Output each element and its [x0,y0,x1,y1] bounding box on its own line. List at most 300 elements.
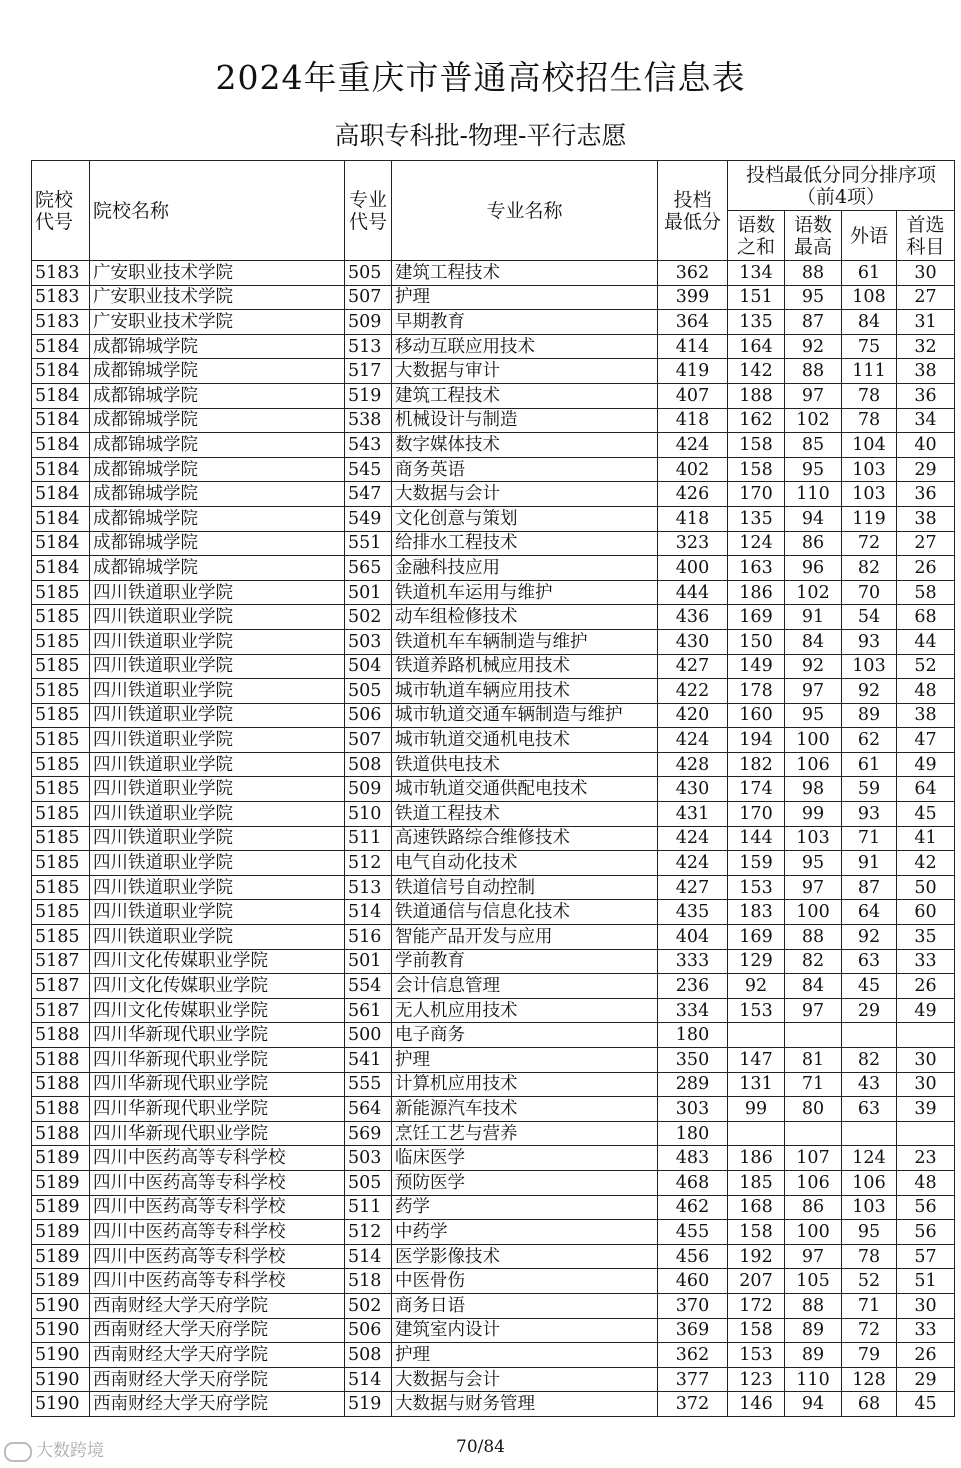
table-row [32,703,955,728]
major-code-cell: 509 [345,777,392,802]
table-row [32,1146,955,1171]
major-code-cell: 500 [345,1023,392,1048]
first-subject-cell: 38 [897,703,955,728]
chi-math-max-cell: 80 [785,1097,842,1122]
major-name-cell: 无人机应用技术 [392,998,658,1023]
major-code-cell: 543 [345,433,392,458]
chi-math-max-cell: 100 [785,1220,842,1245]
chi-math-max-cell: 91 [785,605,842,630]
foreign-cell: 106 [842,1170,897,1195]
major-name-cell: 机械设计与制造 [392,408,658,433]
foreign-cell: 72 [842,1318,897,1343]
school-code-cell: 5188 [32,1072,90,1097]
first-subject-cell: 50 [897,875,955,900]
min-score-cell: 419 [658,359,728,384]
foreign-cell: 61 [842,261,897,286]
school-code-cell: 5187 [32,974,90,999]
min-score-cell: 427 [658,654,728,679]
school-name-cell: 成都锦城学院 [90,482,345,507]
school-name-cell: 四川铁道职业学院 [90,851,345,876]
chi-math-sum-cell [728,1121,785,1146]
chi-math-max-cell: 97 [785,679,842,704]
min-score-cell: 462 [658,1195,728,1220]
school-code-cell: 5190 [32,1343,90,1368]
min-score-cell: 427 [658,875,728,900]
major-name-cell: 移动互联应用技术 [392,334,658,359]
chi-math-max-cell: 96 [785,556,842,581]
major-code-cell: 509 [345,310,392,335]
foreign-cell: 91 [842,851,897,876]
table-row [32,998,955,1023]
school-name-cell: 四川铁道职业学院 [90,605,345,630]
school-name-cell: 西南财经大学天府学院 [90,1318,345,1343]
school-code-cell: 5185 [32,703,90,728]
school-name-cell: 成都锦城学院 [90,457,345,482]
first-subject-cell: 30 [897,261,955,286]
major-name-cell: 电子商务 [392,1023,658,1048]
school-code-cell: 5188 [32,1097,90,1122]
chi-math-max-cell: 95 [785,703,842,728]
school-name-cell: 四川中医药高等专科学校 [90,1170,345,1195]
chi-math-max-cell: 99 [785,802,842,827]
major-name-cell: 建筑室内设计 [392,1318,658,1343]
major-name-cell: 商务日语 [392,1293,658,1318]
first-subject-cell: 27 [897,531,955,556]
chi-math-max-cell: 100 [785,900,842,925]
table-row [32,482,955,507]
major-name-cell: 智能产品开发与应用 [392,925,658,950]
school-code-cell: 5184 [32,433,90,458]
min-score-cell: 424 [658,433,728,458]
school-code-cell: 5189 [32,1146,90,1171]
major-code-cell: 541 [345,1048,392,1073]
first-subject-cell: 30 [897,1293,955,1318]
chi-math-sum-cell: 182 [728,752,785,777]
major-name-cell: 护理 [392,1048,658,1073]
min-score-cell: 362 [658,1343,728,1368]
school-code-cell: 5185 [32,802,90,827]
table-row [32,408,955,433]
chi-math-sum-cell: 169 [728,605,785,630]
school-code-cell: 5184 [32,457,90,482]
major-code-cell: 555 [345,1072,392,1097]
major-code-cell: 549 [345,506,392,531]
min-score-cell: 436 [658,605,728,630]
foreign-cell: 103 [842,482,897,507]
chi-math-max-cell: 92 [785,334,842,359]
chi-math-max-cell: 89 [785,1343,842,1368]
first-subject-cell: 35 [897,925,955,950]
major-name-cell: 铁道养路机械应用技术 [392,654,658,679]
first-subject-cell: 45 [897,1392,955,1417]
header-min-score-line2: 最低分 [663,210,721,233]
major-code-cell: 510 [345,802,392,827]
school-name-cell: 四川文化传媒职业学院 [90,998,345,1023]
first-subject-cell: 64 [897,777,955,802]
table-row [32,1293,955,1318]
first-subject-cell: 34 [897,408,955,433]
major-code-cell: 505 [345,679,392,704]
min-score-cell: 372 [658,1392,728,1417]
foreign-cell: 43 [842,1072,897,1097]
min-score-cell: 407 [658,383,728,408]
first-subject-cell: 40 [897,433,955,458]
first-subject-cell: 42 [897,851,955,876]
school-name-cell: 四川中医药高等专科学校 [90,1220,345,1245]
foreign-cell: 79 [842,1343,897,1368]
major-name-cell: 新能源汽车技术 [392,1097,658,1122]
major-name-cell: 高速铁路综合维修技术 [392,826,658,851]
school-name-cell: 成都锦城学院 [90,383,345,408]
min-score-cell: 420 [658,703,728,728]
major-name-cell: 学前教育 [392,949,658,974]
min-score-cell: 414 [658,334,728,359]
school-code-cell: 5189 [32,1269,90,1294]
header-first-subject-line2: 科目 [906,235,945,258]
table-row [32,875,955,900]
chi-math-sum-cell: 160 [728,703,785,728]
chi-math-sum-cell: 124 [728,531,785,556]
chi-math-sum-cell: 188 [728,383,785,408]
chi-math-sum-cell: 144 [728,826,785,851]
table-row [32,777,955,802]
school-name-cell: 西南财经大学天府学院 [90,1392,345,1417]
chi-math-max-cell: 92 [785,654,842,679]
min-score-cell: 400 [658,556,728,581]
chi-math-sum-cell: 135 [728,310,785,335]
header-min-score [658,161,728,261]
first-subject-cell: 45 [897,802,955,827]
foreign-cell: 84 [842,310,897,335]
table-row [32,949,955,974]
min-score-cell: 236 [658,974,728,999]
chi-math-sum-cell: 153 [728,875,785,900]
chi-math-max-cell: 107 [785,1146,842,1171]
chi-math-max-cell [785,1023,842,1048]
major-name-cell: 城市轨道车辆应用技术 [392,679,658,704]
school-name-cell: 四川铁道职业学院 [90,752,345,777]
chi-math-max-cell: 88 [785,261,842,286]
table-row [32,531,955,556]
school-name-cell: 四川文化传媒职业学院 [90,949,345,974]
header-first-subject [897,211,955,261]
first-subject-cell: 33 [897,949,955,974]
school-name-cell: 四川铁道职业学院 [90,580,345,605]
first-subject-cell: 30 [897,1048,955,1073]
header-tiebreak-line2: （前4项） [796,185,886,208]
watermark-text: 大数跨境 [36,1441,104,1460]
school-code-cell: 5185 [32,654,90,679]
chi-math-max-cell: 87 [785,310,842,335]
min-score-cell: 402 [658,457,728,482]
school-code-cell: 5185 [32,925,90,950]
min-score-cell: 430 [658,629,728,654]
chi-math-max-cell: 102 [785,580,842,605]
foreign-cell: 92 [842,679,897,704]
chi-math-sum-cell: 153 [728,998,785,1023]
table-row [32,1170,955,1195]
school-name-cell: 成都锦城学院 [90,408,345,433]
school-code-cell: 5185 [32,777,90,802]
first-subject-cell: 48 [897,679,955,704]
major-code-cell: 514 [345,900,392,925]
major-code-cell: 517 [345,359,392,384]
school-name-cell: 广安职业技术学院 [90,261,345,286]
chi-math-sum-cell: 150 [728,629,785,654]
school-name-cell: 成都锦城学院 [90,334,345,359]
chi-math-max-cell: 100 [785,728,842,753]
first-subject-cell: 26 [897,1343,955,1368]
first-subject-cell: 56 [897,1195,955,1220]
major-code-cell: 561 [345,998,392,1023]
major-name-cell: 金融科技应用 [392,556,658,581]
table-row [32,728,955,753]
school-code-cell: 5184 [32,383,90,408]
foreign-cell: 108 [842,285,897,310]
major-code-cell: 516 [345,925,392,950]
chi-math-max-cell: 82 [785,949,842,974]
chi-math-sum-cell: 134 [728,261,785,286]
page-number: 70/84 [456,1437,505,1457]
min-score-cell: 350 [658,1048,728,1073]
chi-math-max-cell: 94 [785,506,842,531]
major-code-cell: 513 [345,875,392,900]
chi-math-max-cell: 97 [785,383,842,408]
school-code-cell: 5184 [32,408,90,433]
school-code-cell: 5185 [32,826,90,851]
header-major-name: 专业名称 [392,161,658,261]
table-row [32,433,955,458]
school-name-cell: 四川铁道职业学院 [90,875,345,900]
major-code-cell: 511 [345,1195,392,1220]
major-name-cell: 电气自动化技术 [392,851,658,876]
chi-math-sum-cell: 194 [728,728,785,753]
chi-math-max-cell: 110 [785,482,842,507]
table-row [32,383,955,408]
chi-math-sum-cell: 99 [728,1097,785,1122]
school-code-cell: 5190 [32,1367,90,1392]
school-code-cell: 5183 [32,310,90,335]
school-name-cell: 四川中医药高等专科学校 [90,1244,345,1269]
foreign-cell: 82 [842,1048,897,1073]
chi-math-max-cell: 85 [785,433,842,458]
foreign-cell: 93 [842,629,897,654]
header-chi-math-max [785,211,842,261]
header-chi-math-sum-line2: 之和 [736,235,775,258]
table-header [32,161,955,261]
major-code-cell: 508 [345,1343,392,1368]
foreign-cell: 29 [842,998,897,1023]
header-chi-math-sum-line1: 语数 [736,213,775,236]
major-name-cell: 早期教育 [392,310,658,335]
min-score-cell: 430 [658,777,728,802]
school-code-cell: 5184 [32,334,90,359]
foreign-cell: 89 [842,703,897,728]
header-foreign: 外语 [842,211,897,261]
first-subject-cell: 29 [897,1367,955,1392]
chi-math-sum-cell: 186 [728,580,785,605]
table-row [32,285,955,310]
school-code-cell: 5184 [32,482,90,507]
foreign-cell: 95 [842,1220,897,1245]
major-name-cell: 大数据与会计 [392,482,658,507]
min-score-cell: 424 [658,728,728,753]
admissions-table [31,160,955,1417]
major-name-cell: 护理 [392,285,658,310]
major-name-cell: 计算机应用技术 [392,1072,658,1097]
table-row [32,1244,955,1269]
major-code-cell: 502 [345,605,392,630]
table-row [32,752,955,777]
table-row [32,900,955,925]
table-row [32,1269,955,1294]
header-tiebreak-line1: 投档最低分同分排序项 [746,163,937,186]
major-code-cell: 503 [345,1146,392,1171]
chi-math-max-cell: 97 [785,875,842,900]
foreign-cell: 59 [842,777,897,802]
chi-math-sum-cell: 162 [728,408,785,433]
chi-math-sum-cell: 92 [728,974,785,999]
chi-math-max-cell: 106 [785,752,842,777]
major-code-cell: 506 [345,1318,392,1343]
school-code-cell: 5184 [32,359,90,384]
foreign-cell: 61 [842,752,897,777]
foreign-cell: 111 [842,359,897,384]
school-code-cell: 5189 [32,1244,90,1269]
school-name-cell: 四川华新现代职业学院 [90,1048,345,1073]
major-code-cell: 502 [345,1293,392,1318]
table-row [32,1392,955,1417]
major-code-cell: 565 [345,556,392,581]
school-code-cell: 5185 [32,752,90,777]
school-code-cell: 5189 [32,1170,90,1195]
min-score-cell: 456 [658,1244,728,1269]
major-name-cell: 护理 [392,1343,658,1368]
major-code-cell: 505 [345,261,392,286]
school-name-cell: 四川华新现代职业学院 [90,1023,345,1048]
foreign-cell: 52 [842,1269,897,1294]
chi-math-sum-cell: 186 [728,1146,785,1171]
foreign-cell: 103 [842,1195,897,1220]
table-row [32,334,955,359]
table-row [32,851,955,876]
chi-math-max-cell: 98 [785,777,842,802]
major-name-cell: 大数据与财务管理 [392,1392,658,1417]
school-name-cell: 四川华新现代职业学院 [90,1121,345,1146]
foreign-cell: 78 [842,383,897,408]
header-chi-math-max-line2: 最高 [793,235,832,258]
major-name-cell: 铁道供电技术 [392,752,658,777]
major-code-cell: 514 [345,1367,392,1392]
school-code-cell: 5188 [32,1048,90,1073]
school-name-cell: 四川华新现代职业学院 [90,1072,345,1097]
school-name-cell: 四川中医药高等专科学校 [90,1269,345,1294]
school-code-cell: 5185 [32,728,90,753]
major-code-cell: 501 [345,580,392,605]
foreign-cell: 93 [842,802,897,827]
school-name-cell: 四川文化传媒职业学院 [90,974,345,999]
header-school-name: 院校名称 [90,161,345,261]
major-code-cell: 538 [345,408,392,433]
first-subject-cell: 56 [897,1220,955,1245]
first-subject-cell: 51 [897,1269,955,1294]
first-subject-cell [897,1121,955,1146]
foreign-cell: 78 [842,408,897,433]
table-row [32,580,955,605]
min-score-cell: 362 [658,261,728,286]
chi-math-max-cell: 95 [785,851,842,876]
chi-math-sum-cell: 183 [728,900,785,925]
chi-math-max-cell: 102 [785,408,842,433]
first-subject-cell: 30 [897,1072,955,1097]
table-row [32,556,955,581]
chi-math-max-cell: 89 [785,1318,842,1343]
major-code-cell: 512 [345,851,392,876]
first-subject-cell: 60 [897,900,955,925]
foreign-cell: 63 [842,949,897,974]
min-score-cell: 444 [658,580,728,605]
min-score-cell: 428 [658,752,728,777]
min-score-cell: 369 [658,1318,728,1343]
foreign-cell: 103 [842,654,897,679]
table-row [32,359,955,384]
school-code-cell: 5190 [32,1293,90,1318]
school-code-cell: 5185 [32,629,90,654]
table-row [32,974,955,999]
school-code-cell: 5184 [32,506,90,531]
chi-math-sum-cell: 158 [728,457,785,482]
major-name-cell: 大数据与审计 [392,359,658,384]
chi-math-sum-cell: 168 [728,1195,785,1220]
first-subject-cell: 27 [897,285,955,310]
school-name-cell: 成都锦城学院 [90,506,345,531]
foreign-cell: 62 [842,728,897,753]
foreign-cell: 104 [842,433,897,458]
foreign-cell: 70 [842,580,897,605]
major-name-cell: 大数据与会计 [392,1367,658,1392]
major-name-cell: 预防医学 [392,1170,658,1195]
chi-math-max-cell: 86 [785,531,842,556]
min-score-cell: 303 [658,1097,728,1122]
chi-math-max-cell: 71 [785,1072,842,1097]
chi-math-max-cell: 86 [785,1195,842,1220]
first-subject-cell: 39 [897,1097,955,1122]
first-subject-cell: 31 [897,310,955,335]
table-row [32,1121,955,1146]
school-code-cell: 5185 [32,605,90,630]
table-row [32,679,955,704]
chi-math-max-cell: 95 [785,285,842,310]
chi-math-max-cell: 88 [785,925,842,950]
school-name-cell: 四川铁道职业学院 [90,925,345,950]
chi-math-max-cell: 81 [785,1048,842,1073]
table-row [32,605,955,630]
chi-math-sum-cell: 192 [728,1244,785,1269]
first-subject-cell: 29 [897,457,955,482]
table-row [32,1048,955,1073]
first-subject-cell: 49 [897,998,955,1023]
min-score-cell: 435 [658,900,728,925]
min-score-cell: 468 [658,1170,728,1195]
foreign-cell: 119 [842,506,897,531]
major-name-cell: 铁道机车车辆制造与维护 [392,629,658,654]
major-code-cell: 569 [345,1121,392,1146]
first-subject-cell: 23 [897,1146,955,1171]
first-subject-cell: 26 [897,974,955,999]
foreign-cell: 68 [842,1392,897,1417]
chi-math-sum-cell: 123 [728,1367,785,1392]
chi-math-sum-cell: 159 [728,851,785,876]
